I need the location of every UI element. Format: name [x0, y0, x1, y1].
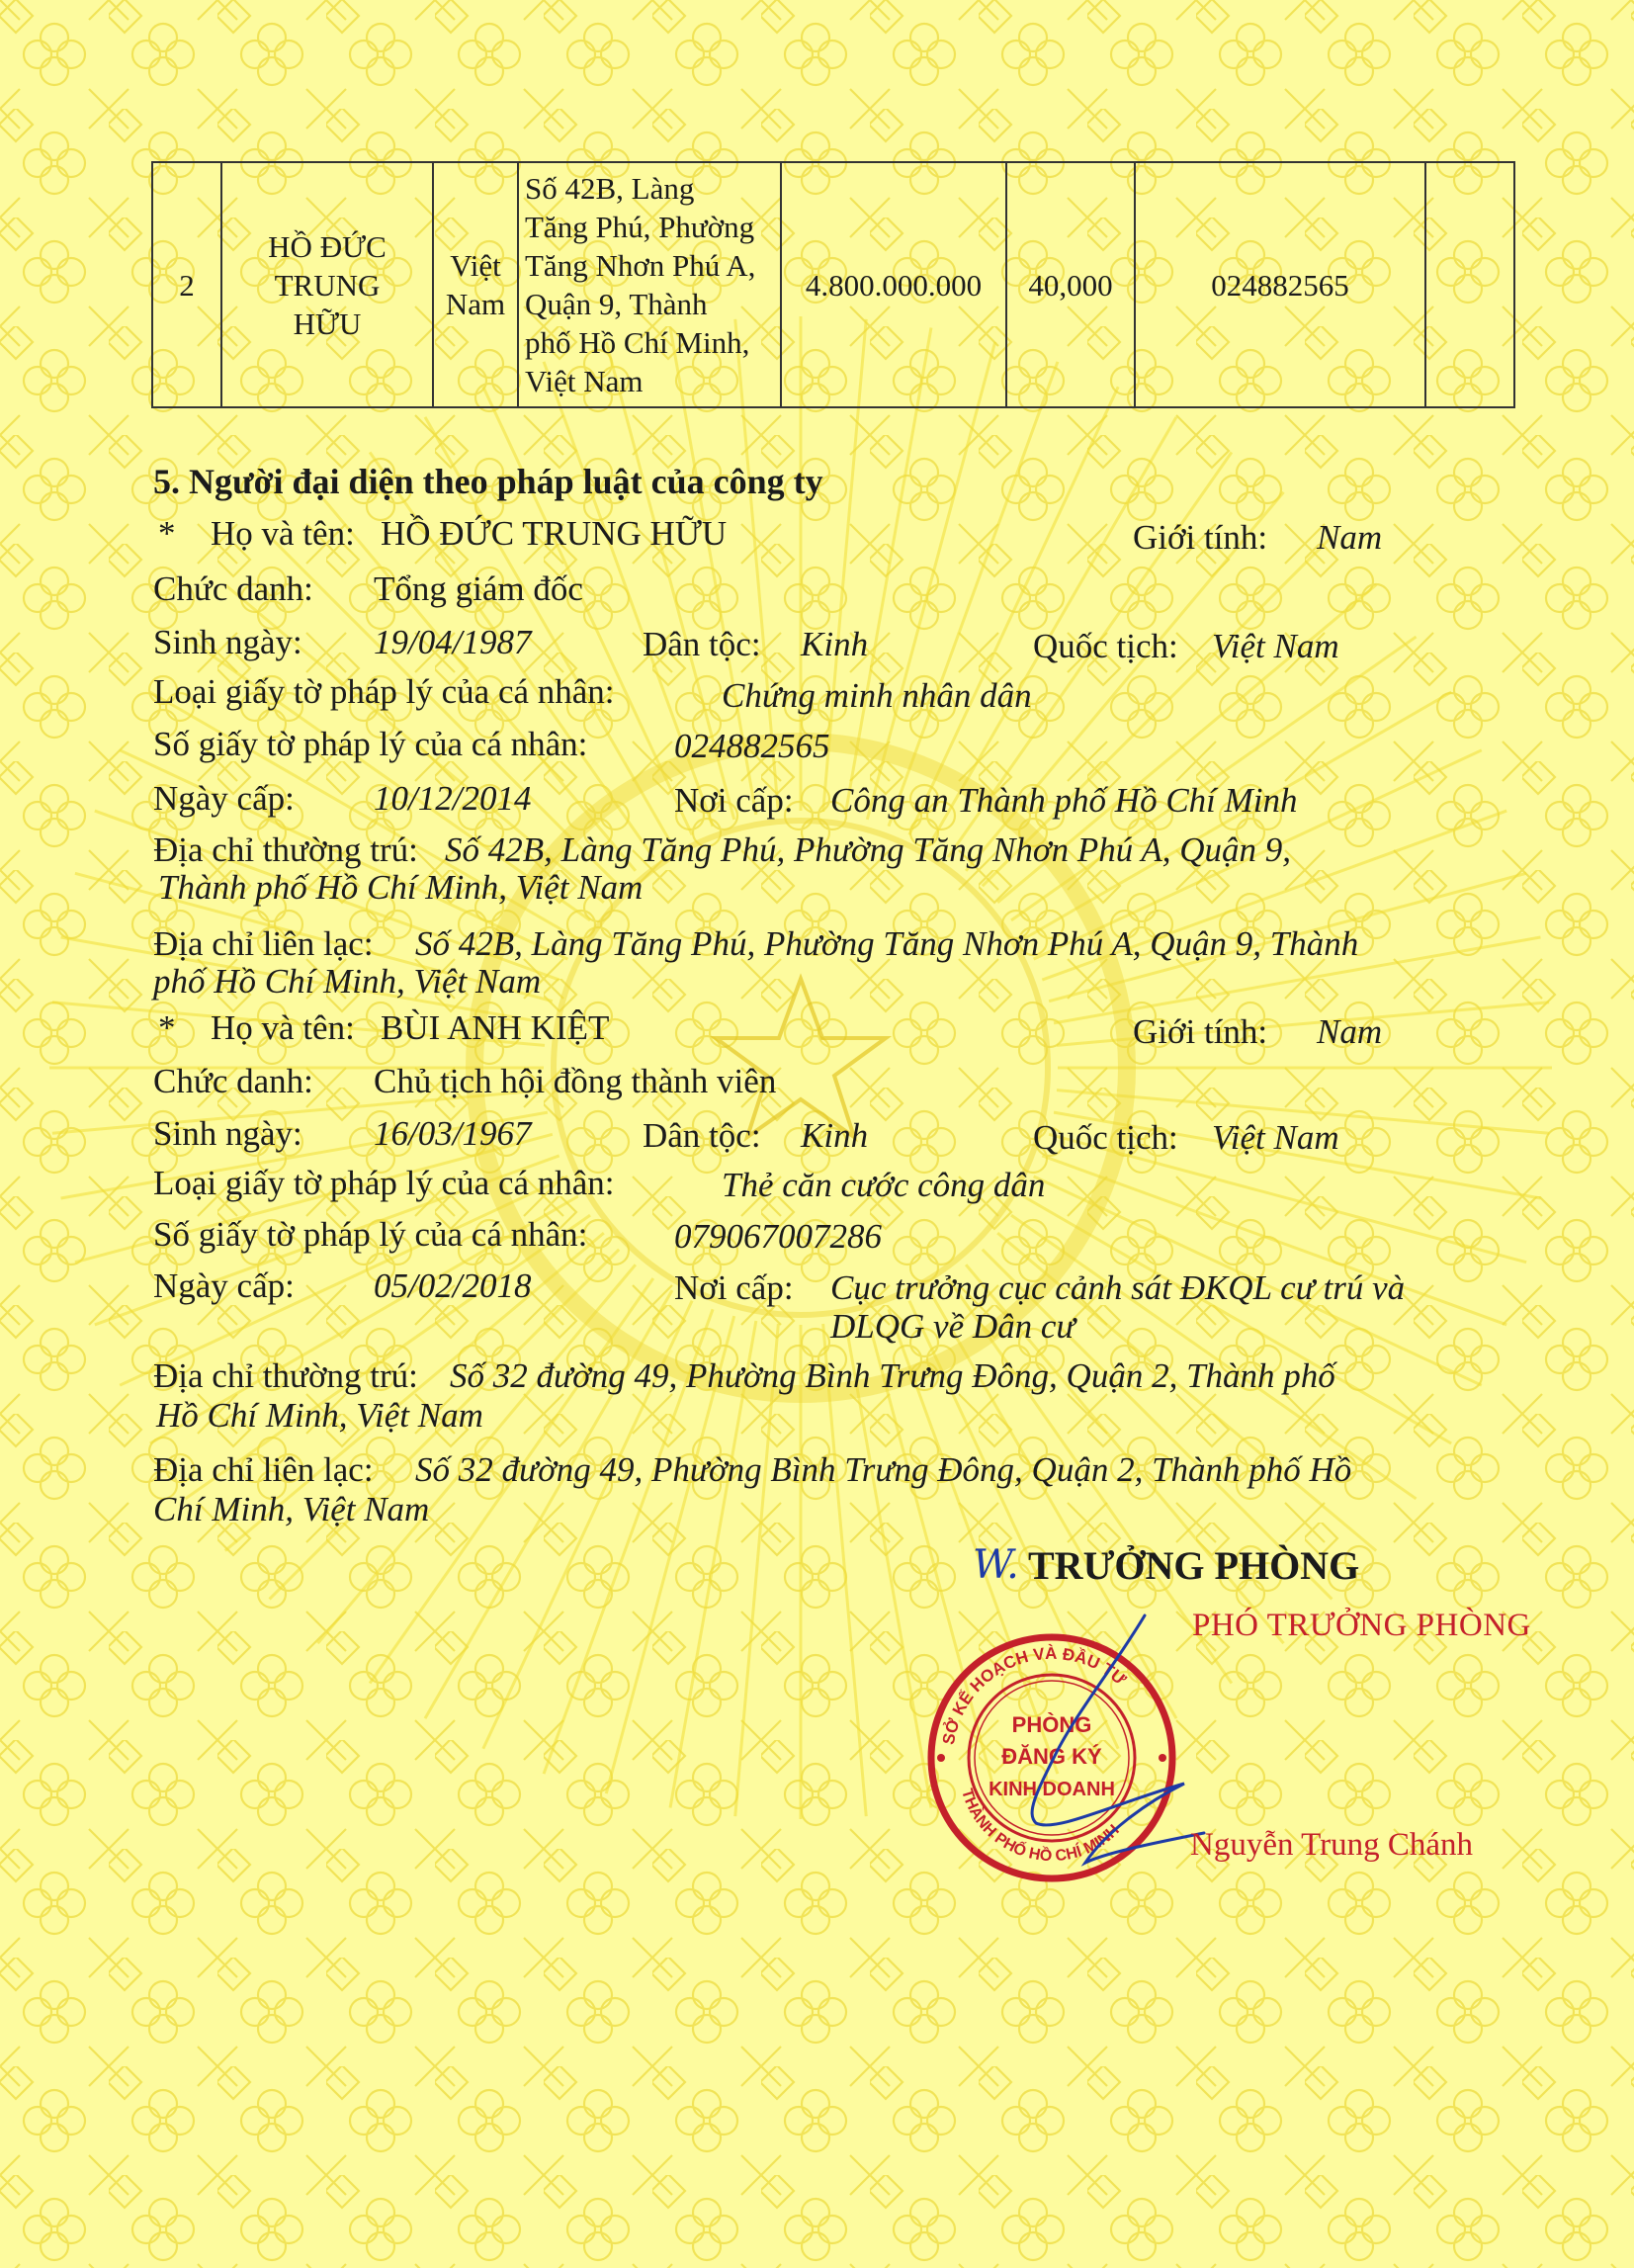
table-row [152, 162, 1514, 407]
ethnic-value: Kinh [801, 1116, 869, 1155]
contact-address-line: Số 32 đường 49, Phường Bình Trưng Đông, Quận 2, Thành phố Hồ [415, 1450, 1352, 1489]
member-address-cell: Số 42B, Làng Tăng Phú, Phường Tăng Nhơn Phú A, Quận 9, Thành phố Hồ Chí Minh, Việt Nam [518, 162, 781, 407]
permanent-address-line: Số 32 đường 49, Phường Bình Trưng Đông, Quận 2, Thành phố [450, 1356, 1335, 1395]
nationality-value: Việt Nam [1212, 627, 1339, 665]
ethnic-label: Dân tộc: [643, 625, 761, 663]
title-value: Tổng giám đốc [374, 569, 583, 608]
contact-address-line: Chí Minh, Việt Nam [153, 1490, 430, 1528]
member-capital-cell: 4.800.000.000 [781, 162, 1006, 407]
svg-text:KINH DOANH: KINH DOANH [989, 1779, 1115, 1800]
issue-place-value: Công an Thành phố Hồ Chí Minh [830, 781, 1298, 820]
svg-text:THÀNH PHỐ HỒ CHÍ MINH: THÀNH PHỐ HỒ CHÍ MINH [957, 1787, 1123, 1866]
name-label: Họ và tên: [211, 514, 355, 553]
signature-title: TRƯỞNG PHÒNG [1028, 1543, 1360, 1588]
doc-type-label: Loại giấy tờ pháp lý của cá nhân: [153, 1164, 615, 1202]
dob-value: 16/03/1967 [374, 1114, 532, 1153]
handwritten-signature [996, 1606, 1214, 1902]
member-ratio-cell: 40,000 [1006, 162, 1135, 407]
issue-date-label: Ngày cấp: [153, 779, 295, 818]
ethnic-label: Dân tộc: [643, 1116, 761, 1155]
name-label: Họ và tên: [211, 1008, 355, 1047]
title-label: Chức danh: [153, 1062, 313, 1100]
representative-name: HỒ ĐỨC TRUNG HỮU [381, 514, 728, 553]
issue-place-label: Nơi cấp: [674, 1268, 794, 1307]
permanent-address-line: Hồ Chí Minh, Việt Nam [156, 1396, 483, 1435]
issue-date-value: 05/02/2018 [374, 1266, 532, 1305]
issue-place-label: Nơi cấp: [674, 781, 794, 820]
svg-text:ĐĂNG KÝ: ĐĂNG KÝ [1001, 1744, 1102, 1769]
member-note-cell [1425, 162, 1514, 407]
permanent-address-label: Địa chỉ thường trú: [153, 1356, 418, 1395]
issue-date-label: Ngày cấp: [153, 1266, 295, 1305]
bullet: * [158, 1008, 176, 1047]
signer-name: Nguyễn Trung Chánh [1190, 1827, 1474, 1863]
section-title: 5. Người đại diện theo pháp luật của công ty [153, 462, 823, 501]
title-label: Chức danh: [153, 569, 313, 608]
doc-no-value: 079067007286 [674, 1217, 882, 1256]
gender-value: Nam [1317, 1012, 1383, 1051]
permanent-address-line: Số 42B, Làng Tăng Phú, Phường Tăng Nhơn Phú A, Quận 9, [445, 830, 1291, 869]
contact-address-label: Địa chỉ liên lạc: [153, 1450, 374, 1489]
handwritten-initials: W. [973, 1542, 1019, 1588]
doc-type-label: Loại giấy tờ pháp lý của cá nhân: [153, 672, 615, 711]
dob-label: Sinh ngày: [153, 623, 302, 661]
signature-subtitle: PHÓ TRƯỞNG PHÒNG [1192, 1608, 1531, 1643]
doc-type-value: Chứng minh nhân dân [722, 676, 1032, 715]
nationality-label: Quốc tịch: [1033, 1118, 1178, 1157]
permanent-address-line: Thành phố Hồ Chí Minh, Việt Nam [158, 868, 644, 907]
gender-label: Giới tính: [1133, 1012, 1268, 1051]
dob-value: 19/04/1987 [374, 623, 532, 661]
gender-label: Giới tính: [1133, 518, 1268, 557]
contact-address-line: phố Hồ Chí Minh, Việt Nam [153, 962, 542, 1001]
svg-text:PHÒNG: PHÒNG [1011, 1712, 1092, 1737]
gender-value: Nam [1317, 518, 1383, 557]
issue-place-value: Cục trưởng cục cảnh sát ĐKQL cư trú và [830, 1268, 1406, 1307]
dob-label: Sinh ngày: [153, 1114, 302, 1153]
nationality-value: Việt Nam [1212, 1118, 1339, 1157]
member-table [151, 161, 1515, 408]
representative-name: BÙI ANH KIỆT [381, 1008, 610, 1047]
doc-type-value: Thẻ căn cước công dân [722, 1166, 1046, 1204]
title-value: Chủ tịch hội đồng thành viên [374, 1062, 777, 1100]
row-number-cell: 2 [152, 162, 221, 407]
contact-address-label: Địa chỉ liên lạc: [153, 924, 374, 963]
permanent-address-label: Địa chỉ thường trú: [153, 830, 418, 869]
ethnic-value: Kinh [801, 625, 869, 663]
svg-text:SỞ KẾ HOẠCH VÀ ĐẦU TƯ: SỞ KẾ HOẠCH VÀ ĐẦU TƯ [938, 1643, 1130, 1747]
member-nationality-cell: Việt Nam [433, 162, 518, 407]
member-name-cell: HỒ ĐỨC TRUNG HỮU [221, 162, 433, 407]
issue-date-value: 10/12/2014 [374, 779, 532, 818]
issue-place-value: DLQG về Dân cư [830, 1307, 1075, 1346]
bullet: * [158, 514, 176, 553]
member-id-cell: 024882565 [1135, 162, 1425, 407]
doc-no-value: 024882565 [674, 727, 830, 765]
doc-no-label: Số giấy tờ pháp lý của cá nhân: [153, 725, 588, 763]
contact-address-line: Số 42B, Làng Tăng Phú, Phường Tăng Nhơn Phú A, Quận 9, Thành [415, 924, 1359, 963]
doc-no-label: Số giấy tờ pháp lý của cá nhân: [153, 1215, 588, 1254]
nationality-label: Quốc tịch: [1033, 627, 1178, 665]
